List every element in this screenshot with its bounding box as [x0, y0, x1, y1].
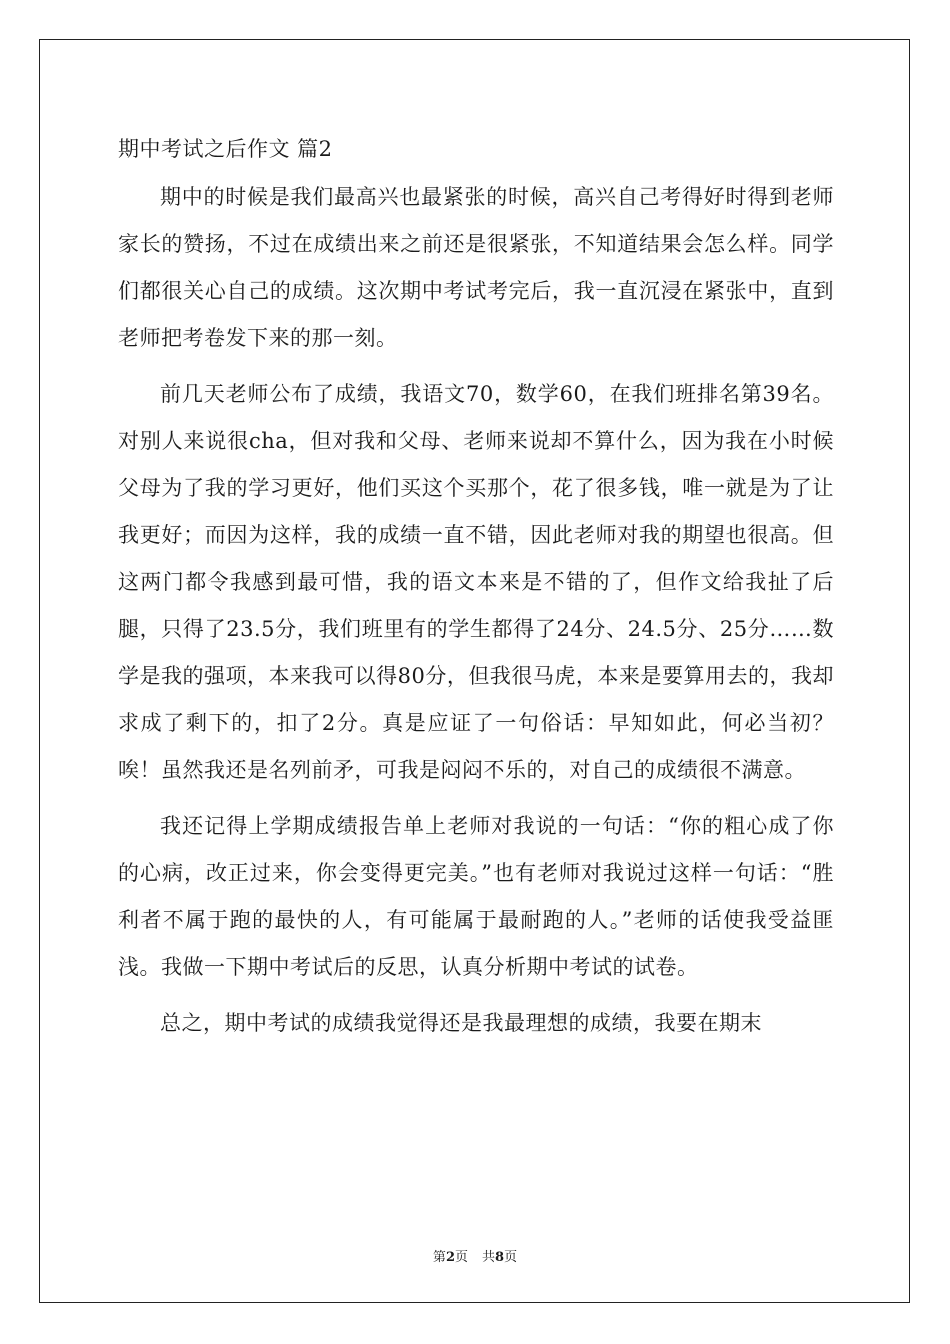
current-page-number: 2 — [445, 1250, 455, 1265]
page-suffix: 页 — [454, 1250, 468, 1265]
paragraph-4: 总之，期中考试的成绩我觉得还是我最理想的成绩，我要在期末 — [160, 1011, 762, 1035]
total-page-number: 8 — [495, 1250, 505, 1265]
page-footer — [0, 1246, 950, 1265]
document-body — [118, 126, 834, 1047]
document-title: 期中考试之后作文 篇2 — [118, 137, 333, 161]
paragraph-3: 我还记得上学期成绩报告单上老师对我说的一句话：“你的粗心成了你的心病，改正过来，你会变得更完美。”也有老师对我说过这样一句话：“胜利者不属于跑的最快的人，有可能属于最耐跑的人。”老师的话使我受益匪浅。我做一下期中考试后的反思，认真分析期中考试的试卷。 — [118, 814, 834, 979]
paragraph-2: 前几天老师公布了成绩，我语文70，数学60，在我们班排名第39名。对别人来说很cha，但对我和父母、老师来说却不算什么，因为我在小时候父母为了我的学习更好，他们买这个买那个，花了很多钱，唯一就是为了让我更好；而因为这样，我的成绩一直不错，因此老师对我的期望也很高。但这两门都令我感到最可惜，我的语文本来是不错的了，但作文给我扯了后腿，只得了23.5分，我们班里有的学生都得了24分、24.5分、25分……数学是我的强项，本来我可以得80分，但我很马虎，本来是要算用去的，我却求成了剩下的，扣了2分。真是应证了一句俗话：早知如此，何必当初？唉！虽然我还是名列前矛，可我是闷闷不乐的，对自己的成绩很不满意。 — [118, 382, 834, 782]
total-suffix: 页 — [504, 1250, 518, 1265]
total-prefix: 共 — [482, 1250, 496, 1265]
paragraph-1: 期中的时候是我们最高兴也最紧张的时候，高兴自己考得好时得到老师家长的赞扬，不过在成绩出来之前还是很紧张，不知道结果会怎么样。同学们都很关心自己的成绩。这次期中考试考完后，我一直沉浸在紧张中，直到老师把考卷发下来的那一刻。 — [118, 185, 834, 350]
page-prefix: 第 — [432, 1250, 446, 1265]
